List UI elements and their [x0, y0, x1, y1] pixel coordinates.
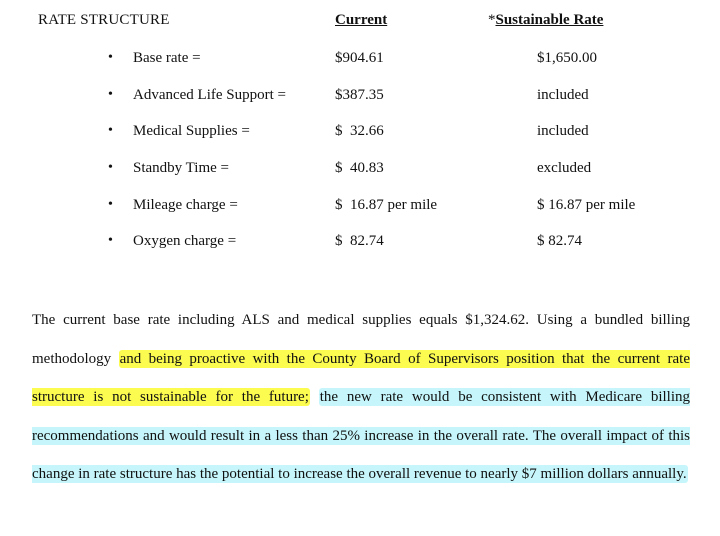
cyan-highlight-text: the new rate would be consistent with Medicare billing recommendations and would result in a less than 25% increase in the overall rate. The overall impact of this change in rate structure has the potential to increase the overall revenue to nearly $7 million dollars annually.: [32, 389, 690, 482]
summary-paragraph: [32, 301, 690, 494]
current-value: $ 32.66: [335, 123, 384, 139]
bullet: •: [108, 123, 113, 138]
bullet: •: [108, 233, 113, 248]
yellow-highlight-text: and being proactive with the County Board of Supervisors position that the current rate structure is not sustainable for the future;: [32, 350, 690, 405]
bullet: •: [108, 87, 113, 102]
bullet: •: [108, 50, 113, 65]
rate-label: Standby Time =: [133, 160, 229, 176]
current-value: $ 82.74: [335, 233, 384, 249]
sustainable-value: $ 16.87 per mile: [537, 197, 636, 213]
current-value: $ 40.83: [335, 160, 384, 176]
rate-row: [0, 87, 720, 109]
sustainable-rate-column-header: [488, 12, 603, 29]
current-value: $904.61: [335, 50, 384, 66]
bullet: •: [108, 197, 113, 212]
paragraph-plain-text: The current base rate including ALS and medical supplies equals $1,324.62. Using a bundled billing methodology: [32, 312, 690, 367]
rate-row: [0, 50, 720, 72]
paragraph-space: [310, 389, 319, 405]
rate-row: [0, 160, 720, 182]
rate-row: [0, 233, 720, 255]
sustainable-rate-label: Sustainable Rate: [495, 12, 604, 28]
current-value: $ 16.87 per mile: [335, 197, 438, 213]
asterisk: *: [488, 12, 496, 28]
rate-label: Base rate =: [133, 50, 201, 66]
rate-label: Medical Supplies =: [133, 123, 250, 139]
rate-label: Mileage charge =: [133, 197, 238, 213]
rate-label: Oxygen charge =: [133, 233, 237, 249]
rate-label: Advanced Life Support =: [133, 87, 287, 103]
sustainable-value: $ 82.74: [537, 233, 582, 249]
bullet: •: [108, 160, 113, 175]
rate-row: [0, 123, 720, 145]
sustainable-value: excluded: [537, 160, 592, 176]
sustainable-value: $1,650.00: [537, 50, 597, 66]
current-value: $387.35: [335, 87, 384, 103]
sustainable-value: included: [537, 123, 589, 139]
rate-structure-heading: RATE STRUCTURE: [38, 12, 170, 28]
rate-row: [0, 197, 720, 219]
sustainable-value: included: [537, 87, 589, 103]
current-column-header: Current: [335, 12, 388, 28]
